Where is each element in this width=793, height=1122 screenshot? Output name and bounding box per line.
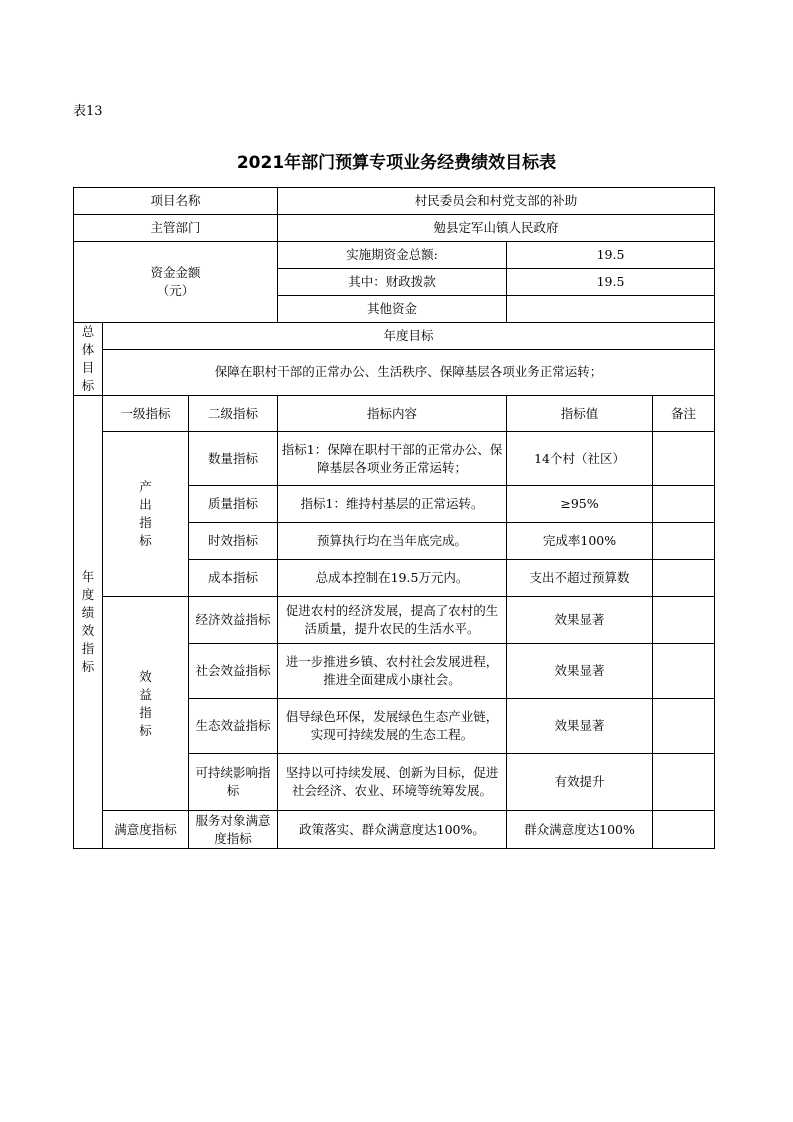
note-cell xyxy=(653,560,715,597)
level2-cell: 时效指标 xyxy=(189,523,278,560)
satisfaction-row xyxy=(74,811,715,849)
output-indicator-label: 产 出 指 标 xyxy=(103,432,189,597)
overall-goal-side-label: 总 体 目 标 xyxy=(74,323,103,396)
funds-label-line1: 资金金额 xyxy=(150,265,201,280)
funds-fiscal-label: 其中：财政拨款 xyxy=(278,269,507,296)
level2-cell: 可持续影响指标 xyxy=(189,754,278,811)
level2-cell: 生态效益指标 xyxy=(189,699,278,754)
content-cell: 指标1：保障在职村干部的正常办公、保障基层各项业务正常运转； xyxy=(278,432,507,486)
value-cell: 完成率100% xyxy=(507,523,653,560)
satisfaction-level1: 满意度指标 xyxy=(103,811,189,849)
level2-cell: 经济效益指标 xyxy=(189,597,278,644)
content-cell: 进一步推进乡镇、农村社会发展进程，推进全面建成小康社会。 xyxy=(278,644,507,699)
department-value: 勉县定军山镇人民政府 xyxy=(278,215,715,242)
content-cell: 坚持以可持续发展、创新为目标，促进社会经济、农业、环境等统筹发展。 xyxy=(278,754,507,811)
project-name-label: 项目名称 xyxy=(74,188,278,215)
note-cell xyxy=(653,523,715,560)
note-cell xyxy=(653,486,715,523)
header-content: 指标内容 xyxy=(278,396,507,432)
content-cell: 倡导绿色环保，发展绿色生态产业链，实现可持续发展的生态工程。 xyxy=(278,699,507,754)
note-cell xyxy=(653,699,715,754)
note-cell xyxy=(653,644,715,699)
level2-cell: 成本指标 xyxy=(189,560,278,597)
project-name-row xyxy=(74,188,715,215)
content-cell: 促进农村的经济发展，提高了农村的生活质量，提升农民的生活水平。 xyxy=(278,597,507,644)
funds-other-value xyxy=(507,296,715,323)
value-cell: 效果显著 xyxy=(507,644,653,699)
level2-cell: 数量指标 xyxy=(189,432,278,486)
department-row xyxy=(74,215,715,242)
header-level1: 一级指标 xyxy=(103,396,189,432)
level2-cell: 质量指标 xyxy=(189,486,278,523)
level2-cell: 社会效益指标 xyxy=(189,644,278,699)
note-cell xyxy=(653,597,715,644)
funds-total-row xyxy=(74,242,715,269)
funds-label-line2: （元） xyxy=(156,283,195,298)
annual-indicator-side-label: 年 度 绩 效 指 标 xyxy=(74,396,103,849)
document-title: 2021年部门预算专项业务经费绩效目标表 xyxy=(236,153,557,173)
note-cell xyxy=(653,754,715,811)
funds-total-label: 实施期资金总额: xyxy=(278,242,507,269)
department-label: 主管部门 xyxy=(74,215,278,242)
overall-goal-header: 年度目标 xyxy=(103,323,715,350)
satisfaction-value: 群众满意度达100% xyxy=(507,811,653,849)
header-value: 指标值 xyxy=(507,396,653,432)
note-cell xyxy=(653,432,715,486)
header-note: 备注 xyxy=(653,396,715,432)
funds-fiscal-value: 19.5 xyxy=(507,269,715,296)
header-level2: 二级指标 xyxy=(189,396,278,432)
content-cell: 总成本控制在19.5万元内。 xyxy=(278,560,507,597)
overall-goal-content-row xyxy=(74,349,715,395)
satisfaction-content: 政策落实、群众满意度达100%。 xyxy=(278,811,507,849)
project-name-value: 村民委员会和村党支部的补助 xyxy=(278,188,715,215)
benefit-indicator-label: 效 益 指 标 xyxy=(103,597,189,811)
table-row xyxy=(74,597,715,644)
value-cell: 效果显著 xyxy=(507,699,653,754)
funds-total-value: 19.5 xyxy=(507,242,715,269)
content-cell: 预算执行均在当年底完成。 xyxy=(278,523,507,560)
funds-other-label: 其他资金 xyxy=(278,296,507,323)
table-number: 表13 xyxy=(73,104,103,119)
value-cell: 14个村（社区） xyxy=(507,432,653,486)
satisfaction-note xyxy=(653,811,715,849)
value-cell: 有效提升 xyxy=(507,754,653,811)
performance-table xyxy=(73,187,715,849)
table-row xyxy=(74,432,715,486)
overall-goal-content: 保障在职村干部的正常办公、生活秩序、保障基层各项业务正常运转； xyxy=(103,349,715,395)
value-cell: 效果显著 xyxy=(507,597,653,644)
funds-label xyxy=(74,242,278,323)
overall-goal-header-row xyxy=(74,323,715,350)
indicator-header-row xyxy=(74,396,715,432)
value-cell: ≥95% xyxy=(507,486,653,523)
satisfaction-level2: 服务对象满意度指标 xyxy=(189,811,278,849)
value-cell: 支出不超过预算数 xyxy=(507,560,653,597)
content-cell: 指标1：维持村基层的正常运转。 xyxy=(278,486,507,523)
